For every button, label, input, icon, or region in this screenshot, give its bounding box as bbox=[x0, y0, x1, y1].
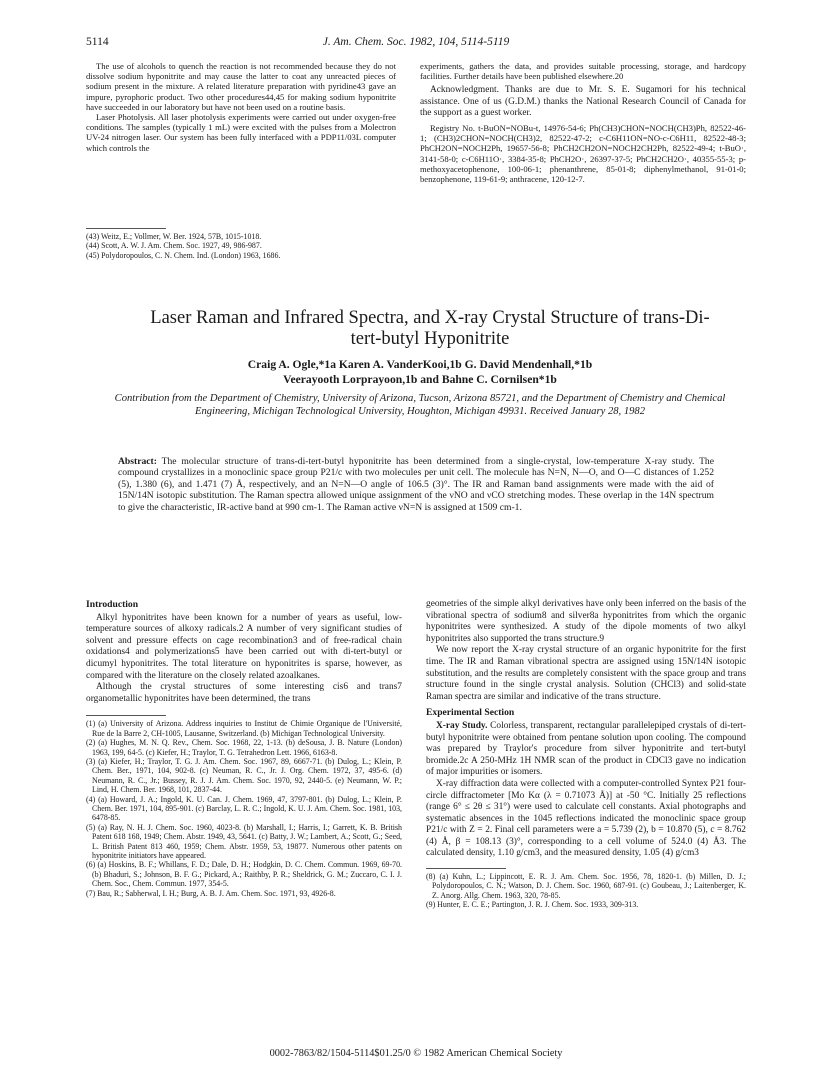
registry-numbers: Registry No. t-BuON=NOBu-t, 14976-54-6; Ph(CH3)CHON=NOCH(CH3)Ph, 82522-46-1; (CH3)2CHON=NOCH(CH3)2, 82522-47-2; c-C6H11ON=NO-c-C6H11, 82522-48-3; PhCH2ON=NOCH2Ph, 19657-56-8; PhCH2CH2ON=NOCH2CH2Ph, 82522-49-4; t-BuO·, 3141-58-0; c-C6H11O·, 3384-35-8; PhCH2O·, 26397-37-5; PhCH2CH2O·, 40355-55-3; p-methoxyacetophenone, 100-06-1; phenanthrene, 85-01-8; diphenylmethanol, 91-01-0; benzophenone, 119-61-9; anthracene, 120-12-7. bbox=[420, 123, 746, 185]
xray-text: Colorless, transparent, rectangular parallelepiped crystals of di-tert-butyl hyponitrite were obtained from pentane solution upon cooling. The compound was prepared by Traylor's procedure from silver hyponitrite and tert-butyl bromide.2c A 250-MHz 1H NMR scan of the product in CDCl3 gave no indication of major impurities or isomers. bbox=[426, 720, 747, 778]
footnote: (8) (a) Kuhn, L.; Lippincott, E. R. J. Am. Chem. Soc. 1956, 78, 1820-1. (b) Millen, D. J.; Polydoropoulos, C. N.; Watson, D. J. Chem. Soc. 1960, 687-91. (c) Goubeau, J.; Laitenberger, K. Z. Anorg. Allg. Chem. 1963, 320, 78-85. bbox=[426, 872, 746, 900]
footnote-divider bbox=[426, 868, 506, 869]
section-heading: Introduction bbox=[86, 599, 139, 610]
xray-runin-heading: X-ray Study. bbox=[436, 720, 488, 731]
article-title: Laser Raman and Infrared Spectra, and X-ray Crystal Structure of trans-Di-tert-butyl Hyponitrite bbox=[150, 308, 710, 349]
abstract bbox=[118, 456, 714, 513]
page-number: 5114 bbox=[86, 36, 109, 48]
authors-line: Veerayooth Lorprayoon,1b and Bahne C. Cornilsen*1b bbox=[283, 372, 557, 386]
footnote: (3) (a) Kiefer, H.; Traylor, T. G. J. Am. Chem. Soc. 1967, 89, 6667-71. (b) Dulog, L.; Klein, P. Chem. Ber., 1971, 104, 902-8. (c) Neuman, R. C., Jr. J. Org. Chem. 1972, 37, 495-6. (d) Neumann, R. C., Jr.; Bussey, R. J. J. Am. Chem. Soc. 1970, 92, 2440-5. (e) Neumann, W. P.; Lind, H. Chem. Ber. 1968, 101, 2837-44. bbox=[86, 756, 402, 795]
right-footnotes bbox=[426, 872, 746, 910]
footnote: (44) Scott, A. W. J. Am. Chem. Soc. 1927, 49, 986-987. bbox=[86, 241, 262, 251]
body-paragraph: geometries of the simple alkyl derivatives have only been inferred on the basis of the vibrational spectra of sodium8 and silver8a hyponitrites from which the organic hyponitrites were synthesized. A study of the dipole moments of two alkyl hyponitrites also supported the trans structure.9 bbox=[426, 599, 746, 644]
footnote: (5) (a) Ray, N. H. J. Chem. Soc. 1960, 4023-8. (b) Marshall, I.; Harris, I.; Garrett, K. B. British Patent 618 168, 1949; Chem. Abstr. 1949, 43, 5641. (c) Batty, J. W.; Lambert, A.; Scott, G.; Seed, L. British Patent 813 460, 1959; Chem. Abstr. 1959, 53, 19877. Numerous other patents on hyponitrite initiators have appeared. bbox=[86, 822, 402, 861]
prev-paragraph: experiments, gathers the data, and provides suitable processing, storage, and hardcopy facilities. Further details have been published elsewhere.20 bbox=[420, 61, 746, 82]
footnote: (2) (a) Hughes, M. N. Q. Rev., Chem. Soc. 1968, 22, 1-13. (b) deSousa, J. B. Nature (London) 1963, 199, 64-5. (c) Kiefer, H.; Traylor, T. G. Tetrahedron Lett. 1966, 6163-8. bbox=[86, 738, 402, 757]
previous-article-footnotes bbox=[86, 232, 396, 260]
previous-article-right-column bbox=[420, 61, 746, 184]
intro-footnotes bbox=[86, 719, 402, 898]
body-paragraph bbox=[426, 721, 746, 779]
footnote-divider bbox=[86, 715, 166, 716]
body-paragraph: X-ray diffraction data were collected with a computer-controlled Syntex P21 four-circle diffractometer [Mo Kα (λ = 0.71073 Å)] at -50 °C. Initially 25 reflections (range 6° ≤ 2θ ≤ 31°) were used to calculate cell constants. Axial photographs and systematic absences in the 1045 reflections indicated the monoclinic space group P21/c with Z = 2. Final cell parameters were a = 5.739 (2), b = 10.870 (5), c = 8.762 (4) Å, β = 108.13 (3)°, corresponding to a cell volume of 524.0 (4) Å3. The calculated density, 1.10 g/cm3, and the measured density, 1.05 (4) g/cm3 bbox=[426, 778, 746, 859]
body-paragraph: Although the crystal structures of some interesting cis6 and trans7 organometallic hyponitrites have been determined, the trans bbox=[86, 682, 402, 704]
body-paragraph: Alkyl hyponitrites have been known for a number of years as useful, low-temperature sources of alkoxy radicals.2 A number of very significant studies of solvent and pressure effects on cage recombination3 and of free-radical chain oxidations4 and polymerizations5 have been carried out with di-tert-butyl or dicumyl hyponitrites. The total literature on hyponitrites is sparse, however, as compared with the literature on the closely related azoalkanes. bbox=[86, 612, 402, 681]
prev-paragraph: Laser Photolysis. All laser photolysis experiments were carried out under oxygen-free conditions. The samples (typically 1 mL) were excited with the pulses from a Molectron UV-24 nitrogen laser. Our system has been fully interfaced with a PDP11/03L computer which controls the bbox=[86, 112, 396, 153]
previous-article-left-column bbox=[86, 61, 396, 153]
footnote: (4) (a) Howard, J. A.; Ingold, K. U. Can. J. Chem. 1969, 47, 3797-801. (b) Dulog, L.; Klein, P. Chem. Ber. 1971, 104, 895-901. (c) Barclay, L. R. C.; Ingold, K. U. J. Am. Chem. Soc. 1981, 103, 6478-85. bbox=[86, 794, 402, 823]
footnote: (1) (a) University of Arizona. Address inquiries to Institut de Chimie Organique de l'Université, Rue de la Barre 2, CH-1005, Lausanne, Switzerland. (b) Michigan Technological University. bbox=[86, 719, 402, 738]
body-paragraph: We now report the X-ray crystal structure of an organic hyponitrite for the first time. The IR and Raman vibrational spectra are assigned using 15N/14N isotopic substitution, and the results are completely consistent with the space group and trans structure found in the single crystal analysis. Solution (CHCl3) and solid-state Raman spectra are similar and indicative of the trans structure. bbox=[426, 645, 746, 702]
body-right-column bbox=[426, 599, 746, 910]
footnote: (43) Weitz, E.; Vollmer, W. Ber. 1924, 57B, 1015-1018. bbox=[86, 232, 262, 241]
footnote-divider bbox=[86, 228, 166, 229]
footnote: (6) (a) Hoskins, B. F.; Whillans, F. D.; Dale, D. H.; Hodgkin, D. C. Chem. Commun. 1969, 69-70. (b) Bhaduri, S.; Johnson, B. F. G.; Pickard, A.; Raithby, P. R.; Sheldrick, G. M.; Zuccaro, C. I. J. Chem. Soc., Chem. Commun. 1977, 354-5. bbox=[86, 860, 402, 889]
section-heading: Experimental Section bbox=[426, 707, 515, 719]
abstract-text: The molecular structure of trans-di-tert-butyl hyponitrite has been determined from a single-crystal, low-temperature X-ray study. The compound crystallizes in a monoclinic space group P21/c with two molecules per unit cell. The molecule has N=N, N—O, and O—C distances of 1.252 (5), 1.380 (6), and 1.471 (7) Å, respectively, and an N=N—O angle of 106.5 (3)°. The IR and Raman band assignments were made with the aid of 15N/14N isotopic substitution. The Raman spectra allowed unique assignment of the νNO and νCO stretching modes. These overlap in the 14N spectrum to give the characteristic, IR-active band at 990 cm-1. The Raman active νN=N is assigned at 1509 cm-1. bbox=[118, 456, 714, 513]
journal-reference: J. Am. Chem. Soc. 1982, 104, 5114-5119 bbox=[322, 36, 510, 48]
abstract-label: Abstract: bbox=[118, 456, 157, 467]
authors-line: Craig A. Ogle,*1a Karen A. VanderKooi,1b G. David Mendenhall,*1b bbox=[247, 358, 593, 371]
footnote: (7) Bau, R.; Sabherwal, I. H.; Burg, A. B. J. Am. Chem. Soc. 1971, 93, 4926-8. bbox=[86, 888, 336, 898]
acknowledgment: Acknowledgment. Thanks are due to Mr. S. E. Sugamori for his technical assistance. One of us (G.D.M.) thanks the National Research Council of Canada for the support as a guest worker. bbox=[420, 85, 746, 118]
footnote: (9) Hunter, E. C. E.; Partington, J. R. J. Chem. Soc. 1933, 309-313. bbox=[426, 900, 639, 910]
page-footer: 0002-7863/82/1504-5114$01.25/0 © 1982 American Chemical Society bbox=[269, 1048, 563, 1059]
footnote: (45) Polydoropoulos, C. N. Chem. Ind. (London) 1963, 1686. bbox=[86, 250, 281, 260]
author-list bbox=[110, 358, 730, 387]
prev-paragraph: The use of alcohols to quench the reaction is not recommended because they do not dissolve sodium hyponitrite and may cause the latter to coat any unreacted pieces of sodium present in the mixture. A related literature preparation with pyridine43 gave an impure, pyrophoric product. Two other procedures44,45 for making sodium hyponitrite have succeeded in our laboratory but have not been used on a routine basis. bbox=[86, 61, 396, 112]
body-left-column bbox=[86, 599, 402, 898]
affiliation: Contribution from the Department of Chemistry, University of Arizona, Tucson, Arizona 85721, and the Department of Chemistry and Chemical Engineering, Michigan Technological University, Houghton, Michigan 49931. Received January 28, 1982 bbox=[114, 393, 726, 417]
